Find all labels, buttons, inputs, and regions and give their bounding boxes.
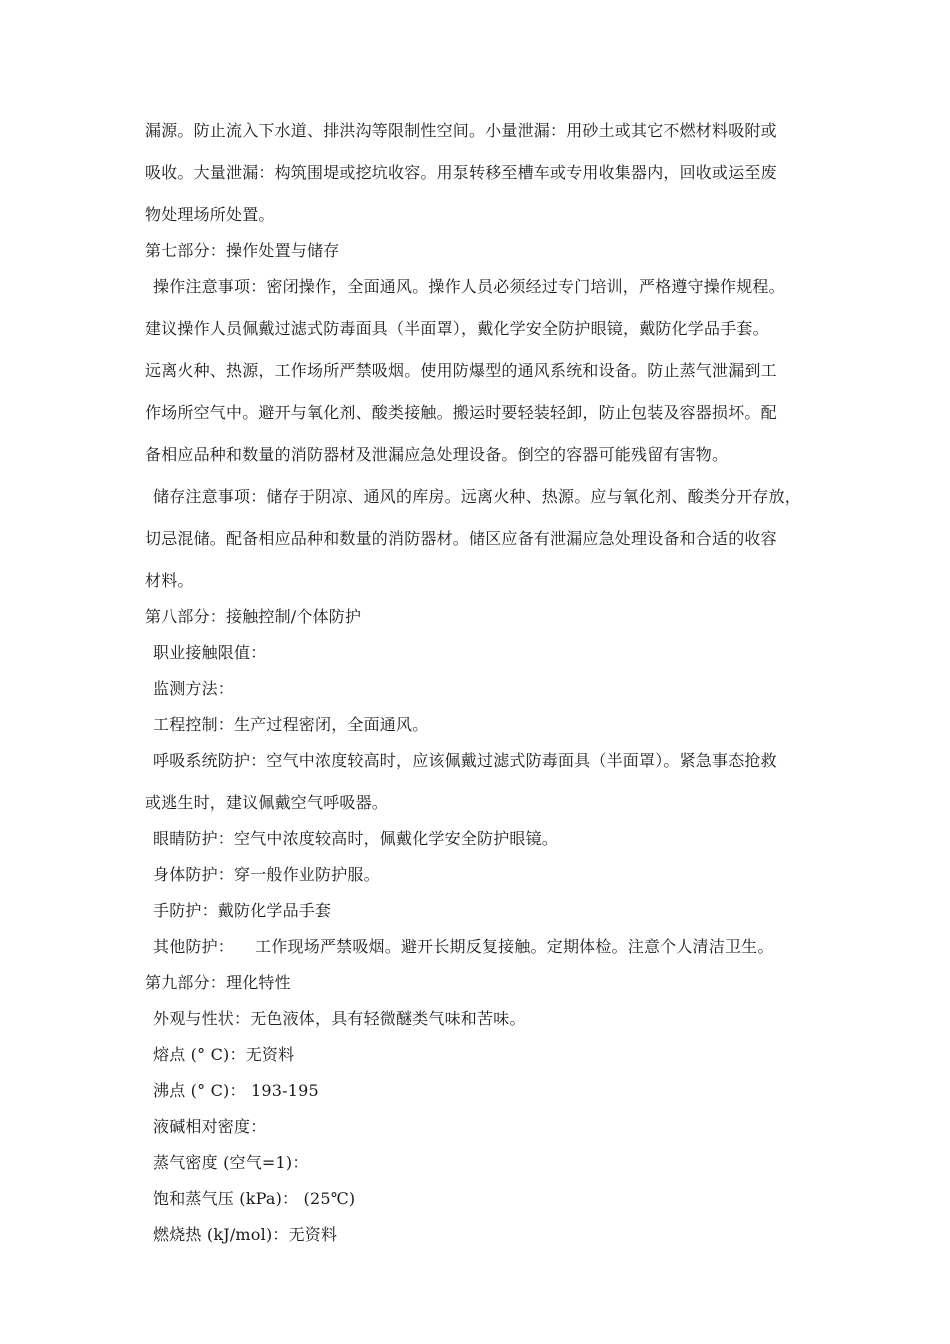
paragraph-line: 作场所空气中。避开与氧化剂、酸类接触。搬运时要轻装轻卸，防止包装及容器损坏。配 xyxy=(145,403,777,422)
paragraph-line: 物处理场所处置。 xyxy=(145,205,275,224)
field-line: 手防护：戴防化学品手套 xyxy=(153,901,332,920)
field-line: 燃烧热 (kJ/mol)：无资料 xyxy=(153,1225,338,1244)
paragraph-line: 材料。 xyxy=(145,571,194,590)
field-line: 监测方法： xyxy=(153,679,235,698)
paragraph-line: 远离火种、热源，工作场所严禁吸烟。使用防爆型的通风系统和设备。防止蒸气泄漏到工 xyxy=(145,361,777,380)
field-line: 沸点 (° C)： 193-195 xyxy=(153,1081,319,1100)
field-line: 呼吸系统防护：空气中浓度较高时，应该佩戴过滤式防毒面具（半面罩）。紧急事态抢救 xyxy=(153,751,777,770)
paragraph-line: 操作注意事项：密闭操作，全面通风。操作人员必须经过专门培训，严格遵守操作规程。 xyxy=(153,277,785,296)
field-line: 身体防护：穿一般作业防护服。 xyxy=(153,865,380,884)
paragraph-line: 或逃生时，建议佩戴空气呼吸器。 xyxy=(145,793,389,812)
paragraph-line: 吸收。大量泄漏：构筑围堤或挖坑收容。用泵转移至槽车或专用收集器内，回收或运至废 xyxy=(145,163,777,182)
paragraph-line: 储存注意事项：储存于阴凉、通风的库房。远离火种、热源。应与氧化剂、酸类分开存放， xyxy=(153,487,802,506)
field-line: 外观与性状：无色液体，具有轻微醚类气味和苦味。 xyxy=(153,1009,526,1028)
section-heading: 第八部分：接触控制/个体防护 xyxy=(145,607,362,626)
field-line: 蒸气密度 (空气=1)： xyxy=(153,1153,309,1172)
field-line: 熔点 (° C)：无资料 xyxy=(153,1045,295,1064)
section-heading: 第九部分：理化特性 xyxy=(145,973,291,992)
field-line: 工程控制：生产过程密闭，全面通风。 xyxy=(153,715,429,734)
field-line: 液碱相对密度： xyxy=(153,1117,267,1136)
field-line: 饱和蒸气压 (kPa)： (25℃) xyxy=(153,1189,356,1208)
paragraph-line: 备相应品种和数量的消防器材及泄漏应急处理设备。倒空的容器可能残留有害物。 xyxy=(145,445,729,464)
paragraph-line: 切忌混储。配备相应品种和数量的消防器材。储区应备有泄漏应急处理设备和合适的收容 xyxy=(145,529,777,548)
field-line: 眼睛防护：空气中浓度较高时，佩戴化学安全防护眼镜。 xyxy=(153,829,559,848)
field-line: 职业接触限值： xyxy=(153,643,267,662)
document-page xyxy=(145,119,815,1259)
field-line: 其他防护： 工作现场严禁吸烟。避开长期反复接触。定期体检。注意个人清洁卫生。 xyxy=(153,937,774,956)
paragraph-line: 漏源。防止流入下水道、排洪沟等限制性空间。小量泄漏：用砂土或其它不燃材料吸附或 xyxy=(145,121,777,140)
paragraph-line: 建议操作人员佩戴过滤式防毒面具（半面罩），戴化学安全防护眼镜，戴防化学品手套。 xyxy=(145,319,769,338)
section-heading: 第七部分：操作处置与储存 xyxy=(145,241,340,260)
